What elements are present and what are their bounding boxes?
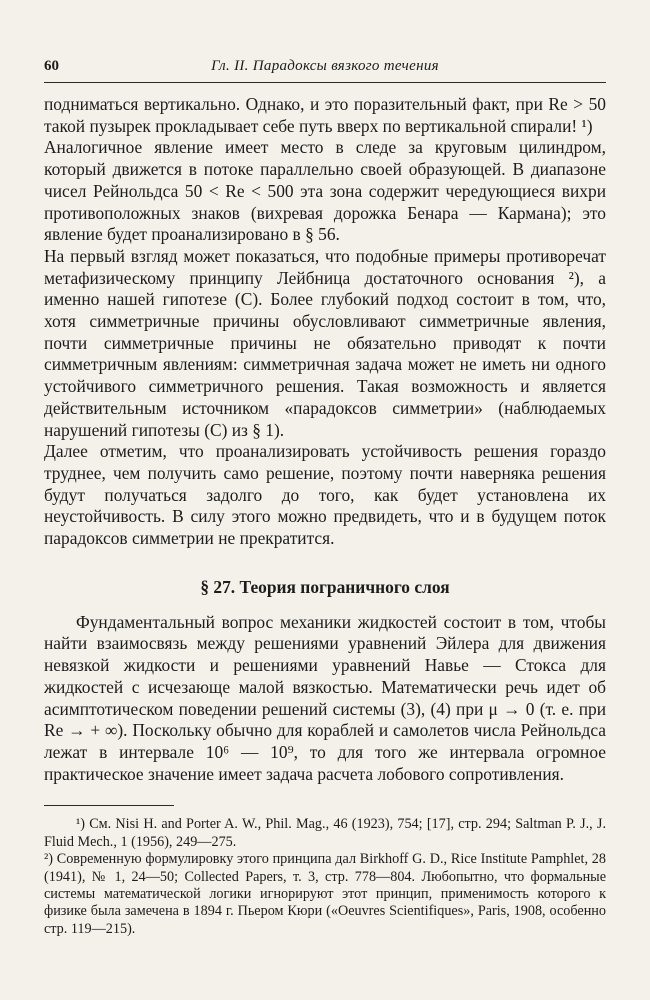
footnote-2: ²) Современную формулировку этого принципа дал Birkhoff G. D., Rice Institute Pamphlet, 28 (1941), № 1, 24—50; Collected Papers, т. 3, стр. 778—804. Любопытно, что формальные системы математической логики игнорируют этот принцип, применимость которого к физике была замечена в 1894 г. Пьером Кюри («Oeuvres Scientifiques», Paris, 1908, особенно стр. 119—215).: [44, 851, 606, 937]
page-body: [44, 94, 606, 938]
paragraph-4: Далее отметим, что проанализировать устойчивость решения гораздо труднее, чем получить само решение, поэтому почти наверняка решения будут получаться задолго до того, как будет установлена их неустойчивость. В силу этого можно предвидеть, что и в будущем поток парадоксов симметрии не прекратится.: [44, 441, 606, 549]
page-number: 60: [44, 58, 59, 74]
footnote-1: ¹) См. Nisi H. and Porter A. W., Phil. Mag., 46 (1923), 754; [17], стр. 294; Saltman P. J., J. Fluid Mech., 1 (1956), 249—275.: [44, 816, 606, 850]
paragraph-1: подниматься вертикально. Однако, и это поразительный факт, при Re > 50 такой пузырек прокладывает себе путь вверх по вертикальной спирали! ¹): [44, 94, 606, 136]
running-title: Гл. II. Парадоксы вязкого течения: [211, 58, 439, 74]
section-paragraph: Фундаментальный вопрос механики жидкостей состоит в том, чтобы найти взаимосвязь между решениями уравнений Эйлера для движения невязкой жидкости и решениями уравнений Навье — Стокса для жидкостей с исчезающе малой вязкостью. Математически речь идет об асимптотическом поведении решений системы (3), (4) при μ → 0 (т. е. при Re → + ∞). Поскольку обычно для кораблей и самолетов числа Рейнольдса лежат в интервале 10⁶ — 10⁹, то для того же интервала огромное практическое значение имеет задача расчета лобового сопротивления.: [44, 611, 606, 784]
footnote-rule: [44, 805, 174, 806]
footnotes: [44, 816, 606, 938]
section-heading: § 27. Теория пограничного слоя: [200, 576, 450, 597]
paragraph-2: Аналогичное явление имеет место в следе за круговым цилиндром, который движется в потоке параллельно своей образующей. В диапазоне чисел Рейнольдса 50 < Re < 500 эта зона содержит чередующиеся вихри противоположных знаков (вихревая дорожка Бенара — Кармана); это явление будет проанализировано в § 56.: [44, 137, 606, 245]
page-header: [44, 58, 606, 82]
paragraph-3: На первый взгляд может показаться, что подобные примеры противоречат метафизическому принципу Лейбница достаточного основания ²), а именно нашей гипотезе (С). Более глубокий подход состоит в том, что, хотя симметричные причины обусловливают симметричные явления, почти симметричные причины не обязательно приводят к почти симметричным явлениям: симметричная задача может не иметь ни одного устойчивого симметричного решения. Такая возможность и является действительным источником «парадоксов симметрии» (наблюдаемых нарушений гипотезы (С) из § 1).: [44, 245, 606, 440]
header-rule: [44, 82, 606, 83]
